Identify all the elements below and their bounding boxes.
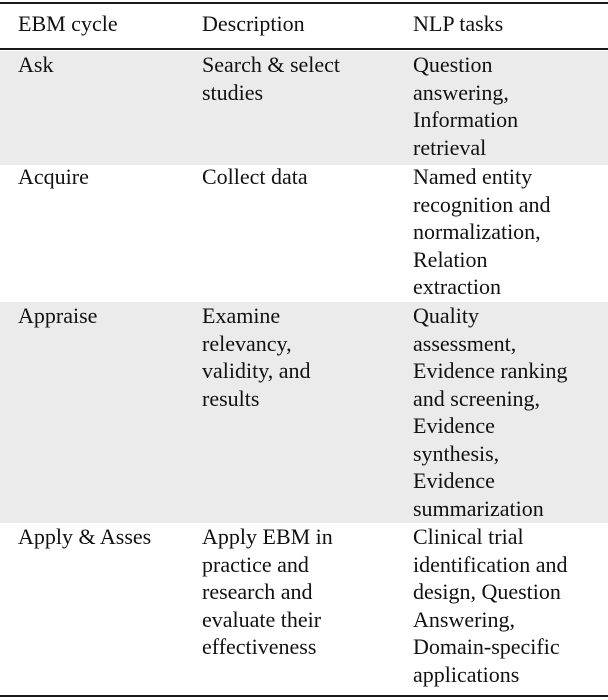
table-row: [0, 523, 608, 693]
cell-nlp-tasks: Question answering, Information retrieval: [413, 52, 519, 160]
cell-ebm-cycle: Appraise: [18, 303, 98, 328]
cell-nlp-tasks: Named entity recognition and normalization, Relation extraction: [413, 164, 551, 299]
header-nlp-tasks: NLP tasks: [413, 11, 504, 36]
cell-description: Examine relevancy, validity, and results: [202, 303, 311, 411]
cell-nlp-tasks: Clinical trial identification and design, Question Answering, Domain-specific applications: [413, 524, 568, 687]
header-ebm-cycle: EBM cycle: [18, 11, 118, 36]
table-header-rule: [0, 48, 608, 50]
cell-description: Search & select studies: [202, 52, 341, 105]
table-row: [0, 163, 608, 303]
cell-nlp-tasks: Quality assessment, Evidence ranking and screening, Evidence synthesis, Evidence summarization: [413, 303, 568, 521]
cell-ebm-cycle: Ask: [18, 52, 54, 77]
table-bottom-rule: [0, 695, 608, 697]
cell-description: Collect data: [202, 164, 308, 189]
table-header-row: [0, 0, 608, 48]
table-row: [0, 302, 608, 523]
cell-ebm-cycle: Acquire: [18, 164, 89, 189]
table-row: [0, 51, 608, 165]
header-description: Description: [202, 11, 305, 36]
cell-description: Apply EBM in practice and research and evaluate their effectiveness: [202, 524, 333, 659]
cell-ebm-cycle: Apply & Asses: [18, 524, 152, 549]
